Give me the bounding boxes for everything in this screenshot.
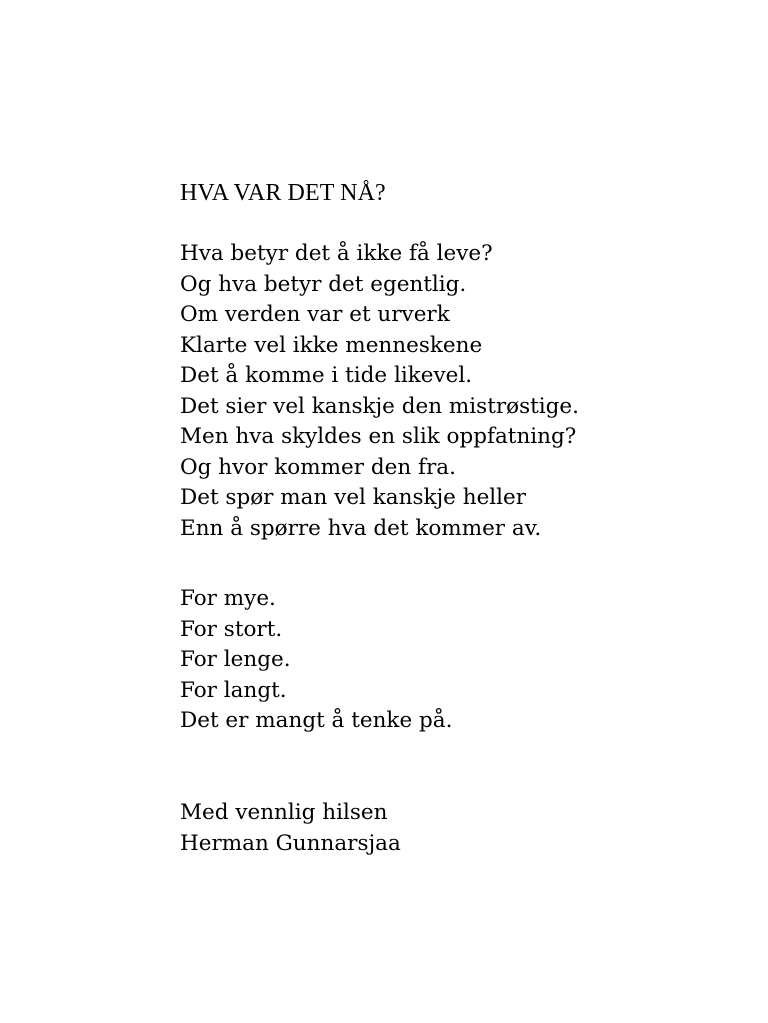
poem-line: Hva betyr det å ikke få leve? — [180, 241, 493, 266]
poem-title: HVA VAR DET NÅ? — [180, 180, 386, 206]
poem-line: Og hvor kommer den fra. — [180, 454, 456, 480]
poem-line: Det er mangt å tenke på. — [180, 708, 453, 733]
signature-name: Herman Gunnarsjaa — [180, 830, 401, 856]
poem-line: Klarte vel ikke menneskene — [180, 332, 483, 358]
poem-line: For stort. — [180, 616, 283, 642]
poem-line: Det spør man vel kanskje heller — [180, 485, 527, 510]
signature-closing: Med vennlig hilsen — [180, 800, 388, 825]
poem-line: Enn å spørre hva det kommer av. — [180, 515, 542, 541]
poem-line: For lenge. — [180, 647, 291, 672]
poem-line: Det å komme i tide likevel. — [180, 363, 473, 388]
stanza-1 — [180, 239, 579, 544]
poem-line: Om verden var et urverk — [180, 302, 450, 327]
poem-line: Men hva skyldes en slik oppfatning? — [180, 424, 577, 449]
poem-line: For langt. — [180, 677, 287, 703]
stanza-2 — [180, 584, 452, 737]
poem-line: Det sier vel kanskje den mistrøstige. — [180, 393, 579, 419]
poem-line: For mye. — [180, 586, 276, 611]
signature-block — [180, 798, 401, 859]
poem-line: Og hva betyr det egentlig. — [180, 271, 467, 297]
